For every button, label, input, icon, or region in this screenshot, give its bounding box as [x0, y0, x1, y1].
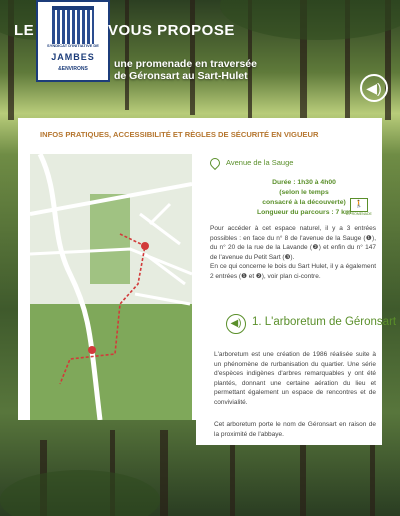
walk-caption: À PROMENADE [346, 212, 372, 216]
duration-line2: (selon le temps [279, 189, 329, 196]
syndicat-logo [36, 0, 110, 82]
duration-line3: consacré à la découverte) [262, 199, 346, 206]
address [210, 158, 376, 168]
info-panel-tail [196, 420, 382, 445]
map-drawing [30, 154, 192, 420]
duration-line1: Durée : 1h30 à 4h00 [272, 179, 336, 186]
castle-icon [52, 6, 94, 44]
subtitle-line2: de Géronsart au Sart-Hulet [114, 70, 248, 82]
access-text [210, 224, 376, 281]
header-subtitle [114, 58, 257, 82]
tree-trunk [125, 0, 129, 110]
walker-icon: 🚶 [350, 198, 368, 212]
address-text: Avenue de la Sauge [226, 158, 294, 167]
logo-line2: JAMBES [51, 52, 95, 62]
section-title: INFOS PRATIQUES, ACCESSIBILITÉ ET RÈGLES DE SÉCURITÉ EN VIGUEUR [40, 130, 319, 139]
logo-line1: SYNDICAT D'INITIATIVE DE [47, 43, 99, 48]
header-title-right: VOUS PROPOSE [108, 22, 235, 39]
stop-paragraph2: Cet arboretum porte le nom de Géronsart en raison de la proximité de l'abbaye. [214, 421, 376, 438]
access-paragraph2: En ce qui concerne le bois du Sart Hulet, il y a également 2 entrées (❶ et ❷), voir plan ci-contre. [210, 263, 376, 280]
stop-heading: 1. L'arboretum de Géronsart [252, 316, 397, 328]
tree-trunk [300, 445, 306, 516]
stop-paragraph1: L'arboretum est une création de 1986 réalisée suite à un phénomène de rurbanisation du quartier. Une série d'espèces indigènes d'arbres remarquables y ont été plantés, donnant une certaine aération du lieu et permettant également un espace de rencontres et de convivialité. [214, 351, 376, 406]
audio-play-icon[interactable]: ◀) [226, 314, 246, 334]
speaker-icon[interactable]: ◀) [360, 74, 388, 102]
location-pin-icon [208, 156, 222, 170]
access-paragraph1: Pour accéder à cet espace naturel, il y a 3 entrées possibles : en face du n° 8 de l'avenue de la Sauge (❶), du n° 20 de la rue de la Lavande (❷) et enfin du n° 147 de l'avenue du Petit Sart (❸). [210, 225, 376, 261]
route-length: Longueur du parcours : 7 km [256, 209, 352, 216]
tree-trunk [370, 440, 375, 516]
stop-text [214, 350, 376, 407]
route-map[interactable] [30, 154, 192, 420]
tree-trunk [160, 430, 168, 516]
header-title-left: LE [14, 22, 35, 39]
subtitle-line1: une promenade en traversée [114, 58, 257, 70]
logo-line3: &ENVIRONS [58, 66, 88, 72]
tree-trunk [230, 445, 235, 516]
info-panel [18, 118, 397, 420]
